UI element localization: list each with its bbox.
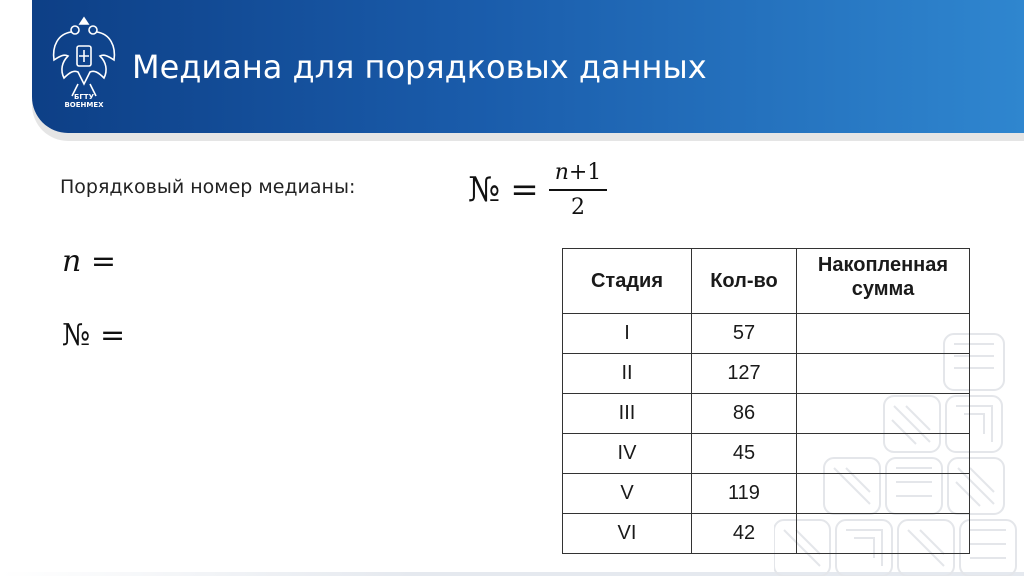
number-equation	[62, 318, 125, 353]
cell-stage: VI	[563, 514, 692, 554]
cell-count: 86	[692, 394, 797, 434]
formula-numerator-rest: +1	[568, 160, 602, 185]
table-row	[563, 354, 970, 394]
header-count: Кол-во	[692, 249, 797, 314]
cell-count: 45	[692, 434, 797, 474]
table-row	[563, 474, 970, 514]
cell-cumulative	[797, 514, 970, 554]
cell-count: 127	[692, 354, 797, 394]
n-equation	[62, 244, 116, 279]
cell-count: 42	[692, 514, 797, 554]
emblem-caption-line-2: ВОЕНМЕХ	[64, 101, 104, 109]
header-cumulative: Накопленная сумма	[797, 249, 970, 314]
table-header-row	[563, 249, 970, 314]
cell-stage: II	[563, 354, 692, 394]
cell-stage: III	[563, 394, 692, 434]
cell-stage: IV	[563, 434, 692, 474]
formula-fraction	[549, 160, 608, 220]
n-variable: n	[62, 244, 82, 279]
emblem-caption-line-1: БГТУ	[74, 93, 94, 101]
formula-lhs: №	[468, 170, 501, 210]
stage-table	[562, 248, 970, 554]
table-row	[563, 394, 970, 434]
cell-cumulative	[797, 314, 970, 354]
formula-equals: =	[510, 170, 539, 210]
number-equals: =	[99, 318, 126, 353]
header-stage: Стадия	[563, 249, 692, 314]
n-equals: =	[90, 244, 117, 279]
table-row	[563, 314, 970, 354]
emblem-caption	[48, 93, 120, 109]
table-row	[563, 514, 970, 554]
cell-cumulative	[797, 394, 970, 434]
median-ordinal-label: Порядковый номер медианы:	[60, 176, 356, 198]
cell-cumulative	[797, 434, 970, 474]
cell-count: 119	[692, 474, 797, 514]
cell-count: 57	[692, 314, 797, 354]
cell-stage: I	[563, 314, 692, 354]
slide-title: Медиана для порядковых данных	[132, 48, 707, 86]
cell-cumulative	[797, 354, 970, 394]
cell-cumulative	[797, 474, 970, 514]
formula-numerator-var: n	[554, 160, 569, 185]
table-row	[563, 434, 970, 474]
formula-denominator: 2	[570, 195, 585, 220]
cell-stage: V	[563, 474, 692, 514]
number-symbol: №	[62, 318, 91, 353]
median-formula	[468, 160, 607, 220]
formula-numerator	[549, 160, 608, 191]
